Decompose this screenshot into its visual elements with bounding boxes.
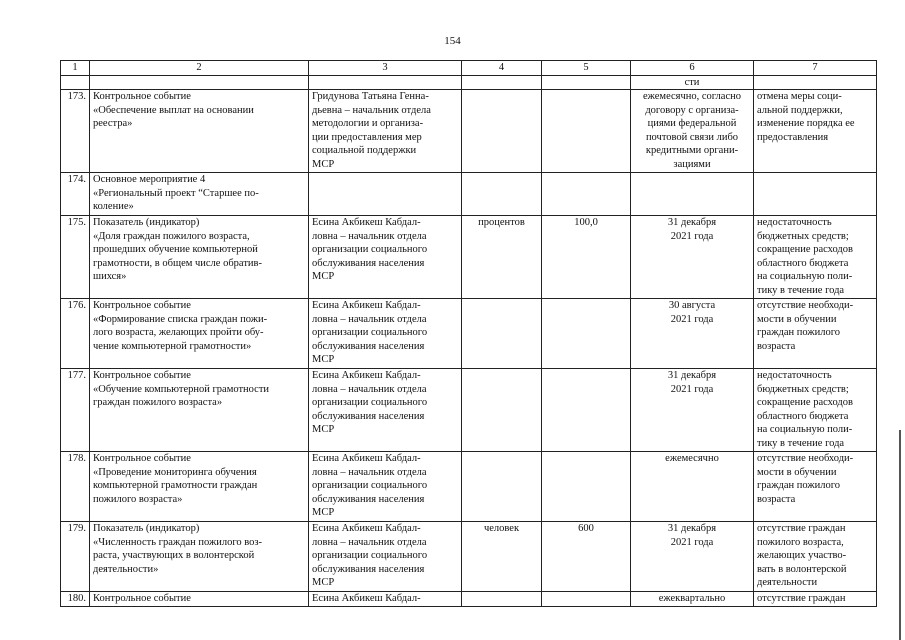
header-col-3: 3 xyxy=(309,61,462,76)
event-name: Показатель (индикатор) «Численность граждан пожилого воз- раста, участвующих в волонтерской деятельности» xyxy=(90,522,309,592)
risk-description xyxy=(754,173,877,216)
event-name: Показатель (индикатор) «Доля граждан пожилого возраста, прошедших обучение компьютерной грамотности, в общем числе обратив- шихся» xyxy=(90,216,309,299)
risk-description: отсутствие граждан пожилого возраста, желающих участво- вать в волонтерской деятельности xyxy=(754,522,877,592)
cont-cell-1 xyxy=(61,75,90,90)
table-row xyxy=(61,90,877,173)
table-row xyxy=(61,299,877,369)
row-number: 175. xyxy=(61,216,90,299)
row-number: 180. xyxy=(61,592,90,607)
table-row xyxy=(61,216,877,299)
column-number-header-row xyxy=(61,61,877,76)
responsible-person: Есина Акбикеш Кабдал- xyxy=(309,592,462,607)
header-col-2: 2 xyxy=(90,61,309,76)
table-row xyxy=(61,522,877,592)
cont-cell-4 xyxy=(462,75,542,90)
responsible-person: Гридунова Татьяна Генна- дьевна – начальник отдела методологии и организа- ции предоставления мер социальной поддержки МСР xyxy=(309,90,462,173)
table-row xyxy=(61,369,877,452)
header-col-5: 5 xyxy=(542,61,631,76)
table-row xyxy=(61,173,877,216)
cont-cell-2 xyxy=(90,75,309,90)
responsible-person xyxy=(309,173,462,216)
row-number: 177. xyxy=(61,369,90,452)
event-name: Контрольное событие «Проведение мониторинга обучения компьютерной грамотности граждан пожилого возраста» xyxy=(90,452,309,522)
cont-cell-date: сти xyxy=(631,75,754,90)
target-value xyxy=(542,173,631,216)
row-number: 173. xyxy=(61,90,90,173)
unit-of-measure: процентов xyxy=(462,216,542,299)
target-value: 600 xyxy=(542,522,631,592)
cont-cell-7 xyxy=(754,75,877,90)
unit-of-measure xyxy=(462,592,542,607)
row-number: 176. xyxy=(61,299,90,369)
target-value xyxy=(542,90,631,173)
unit-of-measure xyxy=(462,173,542,216)
page-number: 154 xyxy=(444,35,461,47)
event-name: Контрольное событие xyxy=(90,592,309,607)
deadline: ежемесячно xyxy=(631,452,754,522)
deadline xyxy=(631,173,754,216)
target-value xyxy=(542,452,631,522)
header-col-7: 7 xyxy=(754,61,877,76)
row-number: 174. xyxy=(61,173,90,216)
responsible-person: Есина Акбикеш Кабдал- ловна – начальник отдела организации социального обслуживания населения МСР xyxy=(309,522,462,592)
responsible-person: Есина Акбикеш Кабдал- ловна – начальник отдела организации социального обслуживания населения МСР xyxy=(309,216,462,299)
deadline: 30 августа 2021 года xyxy=(631,299,754,369)
plan-table xyxy=(60,60,877,607)
target-value xyxy=(542,369,631,452)
risk-description: отсутствие необходи- мости в обучении граждан пожилого возраста xyxy=(754,299,877,369)
unit-of-measure xyxy=(462,452,542,522)
row-number: 178. xyxy=(61,452,90,522)
responsible-person: Есина Акбикеш Кабдал- ловна – начальник отдела организации социального обслуживания населения МСР xyxy=(309,369,462,452)
row-number: 179. xyxy=(61,522,90,592)
header-col-6: 6 xyxy=(631,61,754,76)
risk-description: отмена меры соци- альной поддержки, изменение порядка ее предоставления xyxy=(754,90,877,173)
table-row xyxy=(61,592,877,607)
cont-cell-3 xyxy=(309,75,462,90)
scan-edge-line xyxy=(899,430,901,640)
deadline: ежеквартально xyxy=(631,592,754,607)
target-value xyxy=(542,299,631,369)
deadline: 31 декабря 2021 года xyxy=(631,369,754,452)
target-value xyxy=(542,592,631,607)
unit-of-measure: человек xyxy=(462,522,542,592)
event-name: Контрольное событие «Формирование списка граждан пожи- лого возраста, желающих пройти обу- чение компьютерной грамотности» xyxy=(90,299,309,369)
risk-description: недостаточность бюджетных средств; сокращение расходов областного бюджета на социальную поли- тику в течение года xyxy=(754,369,877,452)
risk-description: недостаточность бюджетных средств; сокращение расходов областного бюджета на социальную поли- тику в течение года xyxy=(754,216,877,299)
deadline: 31 декабря 2021 года xyxy=(631,216,754,299)
deadline: ежемесячно, согласно договору с организа- циями федеральной почтовой связи либо кредитными органи- зациями xyxy=(631,90,754,173)
unit-of-measure xyxy=(462,369,542,452)
unit-of-measure xyxy=(462,90,542,173)
table-row xyxy=(61,452,877,522)
deadline: 31 декабря 2021 года xyxy=(631,522,754,592)
event-name: Контрольное событие «Обеспечение выплат на основании реестра» xyxy=(90,90,309,173)
risk-description: отсутствие граждан xyxy=(754,592,877,607)
risk-description: отсутствие необходи- мости в обучении граждан пожилого возраста xyxy=(754,452,877,522)
responsible-person: Есина Акбикеш Кабдал- ловна – начальник отдела организации социального обслуживания населения МСР xyxy=(309,299,462,369)
responsible-person: Есина Акбикеш Кабдал- ловна – начальник отдела организации социального обслуживания населения МСР xyxy=(309,452,462,522)
event-name: Контрольное событие «Обучение компьютерной грамотности граждан пожилого возраста» xyxy=(90,369,309,452)
continuation-row xyxy=(61,75,877,90)
header-col-4: 4 xyxy=(462,61,542,76)
target-value: 100,0 xyxy=(542,216,631,299)
unit-of-measure xyxy=(462,299,542,369)
cont-cell-5 xyxy=(542,75,631,90)
header-col-1: 1 xyxy=(61,61,90,76)
event-name: Основное мероприятие 4 «Региональный проект “Старшее по- коление» xyxy=(90,173,309,216)
